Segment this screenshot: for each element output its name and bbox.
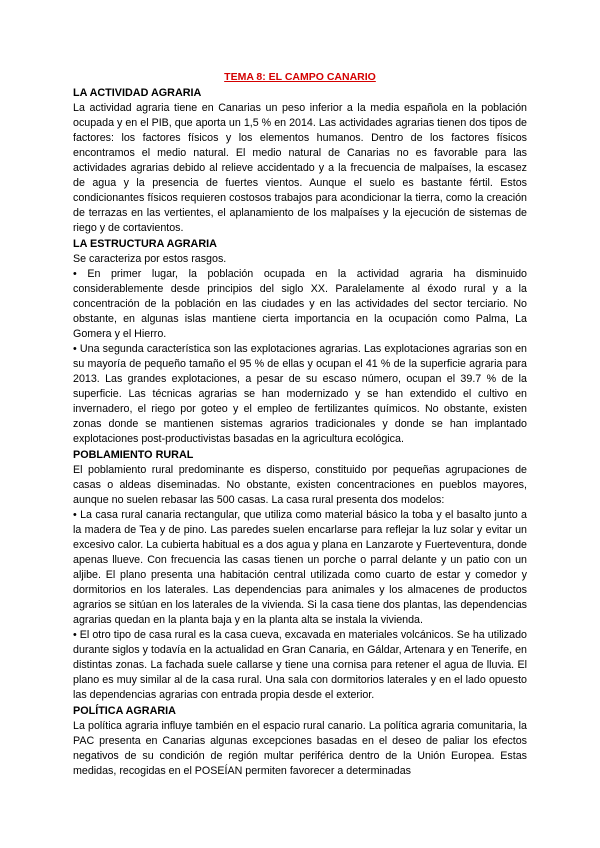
heading-estructura-agraria: LA ESTRUCTURA AGRARIA bbox=[73, 238, 217, 250]
bullet-paragraph: • Una segunda característica son las explotaciones agrarias. Las explotaciones agrarias son en su mayoría de pequeño tamaño el 95 % de ellas y ocupan el 41 % de la superficie agraria para 2013. Las grandes explotaciones, a pesar de su escaso número, ocupan el 39.7 % de la superficie. Las técnicas agrarias se han modernizado y se han extendido el cultivo en invernadero, el riego por goteo y el empleo de fertilizantes químicos. No obstante, existen zonas donde se mantienen sistemas agrarios tradicionales y donde se han implantado explotaciones post-productivistas basadas en la agricultura ecológica. bbox=[73, 343, 527, 445]
paragraph: La actividad agraria tiene en Canarias un peso inferior a la media española en la población ocupada y en el PIB, que aporta un 1,5 % en 2014. Las actividades agrarias tienen dos tipos de factores: los factores físicos y los elementos humanos. Dentro de los factores físicos encontramos el medio natural. El medio natural de Canarias no es favorable para las actividades agrarias debido al relieve accidentado y a la frecuencia de malpaíses, la escasez de agua y la presencia de fuertes vientos. Aunque el suelo es bastante fértil. Estos condicionantes físicos requieren costosos trabajos para acondicionar la tierra, como la creación de terrazas en las vertientes, el aplanamiento de los malpaíses y la ejecución de sistemas de riego y de cortavientos. bbox=[73, 102, 527, 234]
paragraph: El poblamiento rural predominante es disperso, constituido por pequeñas agrupaciones de casas o aldeas diseminadas. No obstante, existen concentraciones en pueblos mayores, aunque no suelen rebasar las 500 casas. La casa rural presenta dos modelos: bbox=[73, 464, 527, 506]
heading-poblamiento-rural: POBLAMIENTO RURAL bbox=[73, 449, 194, 461]
heading-actividad-agraria: LA ACTIVIDAD AGRARIA bbox=[73, 87, 202, 99]
paragraph: Se caracteriza por estos rasgos. bbox=[73, 253, 227, 265]
page-title: TEMA 8: EL CAMPO CANARIO bbox=[224, 71, 376, 83]
bullet-paragraph: • La casa rural canaria rectangular, que utiliza como material básico la toba y el basalto junto a la madera de Tea y de pino. Las paredes suelen encarlarse para reflejar la luz solar y evitar un excesivo calor. La cubierta habitual es a dos agua y plana en Lanzarote y Fuerteventura, donde apenas llueve. Con frecuencia las casas tienen un porche o parral delante y un patio con un aljibe. El plano presenta una habitación central utilizada como cuarto de estar y comedor y dormitorios en los laterales. Las dependencias para animales y los almacenes de productos agrarios se sitúan en los laterales de la vivienda. Si la casa tiene dos plantas, las dependencias agrarias quedan en la planta baja y en la planta alta se instala la vivienda. bbox=[73, 509, 527, 626]
document-page bbox=[73, 70, 527, 779]
bullet-paragraph: • En primer lugar, la población ocupada en la actividad agraria ha disminuido considerablemente desde principios del siglo XX. Paralelamente al éxodo rural y a la concentración de la población en las ciudades y en las actividades del sector terciario. No obstante, en algunas islas mantiene cierta importancia en la ocupación como Palma, La Gomera y el Hierro. bbox=[73, 268, 527, 340]
heading-politica-agraria: POLÍTICA AGRARIA bbox=[73, 705, 176, 717]
paragraph: La política agraria influye también en el espacio rural canario. La política agraria comunitaria, la PAC presenta en Canarias algunas excepciones basadas en el deseo de paliar los efectos negativos de su condición de región multar periférica dentro de la Unión Europea. Estas medidas, recogidas en el POSEÍAN permiten favorecer a determinadas bbox=[73, 720, 527, 777]
bullet-paragraph: • El otro tipo de casa rural es la casa cueva, excavada en materiales volcánicos. Se ha utilizado durante siglos y todavía en la actualidad en Gran Canaria, en Gáldar, Artenara y en Tenerife, en distintas zonas. La fachada suele callarse y tiene una cornisa para retener el agua de lluvia. El plano es muy similar al de la casa rural. Una sala con dormitorios laterales y en el lado opuesto las dependencias agrarias con entrada propia desde el exterior. bbox=[73, 629, 527, 701]
